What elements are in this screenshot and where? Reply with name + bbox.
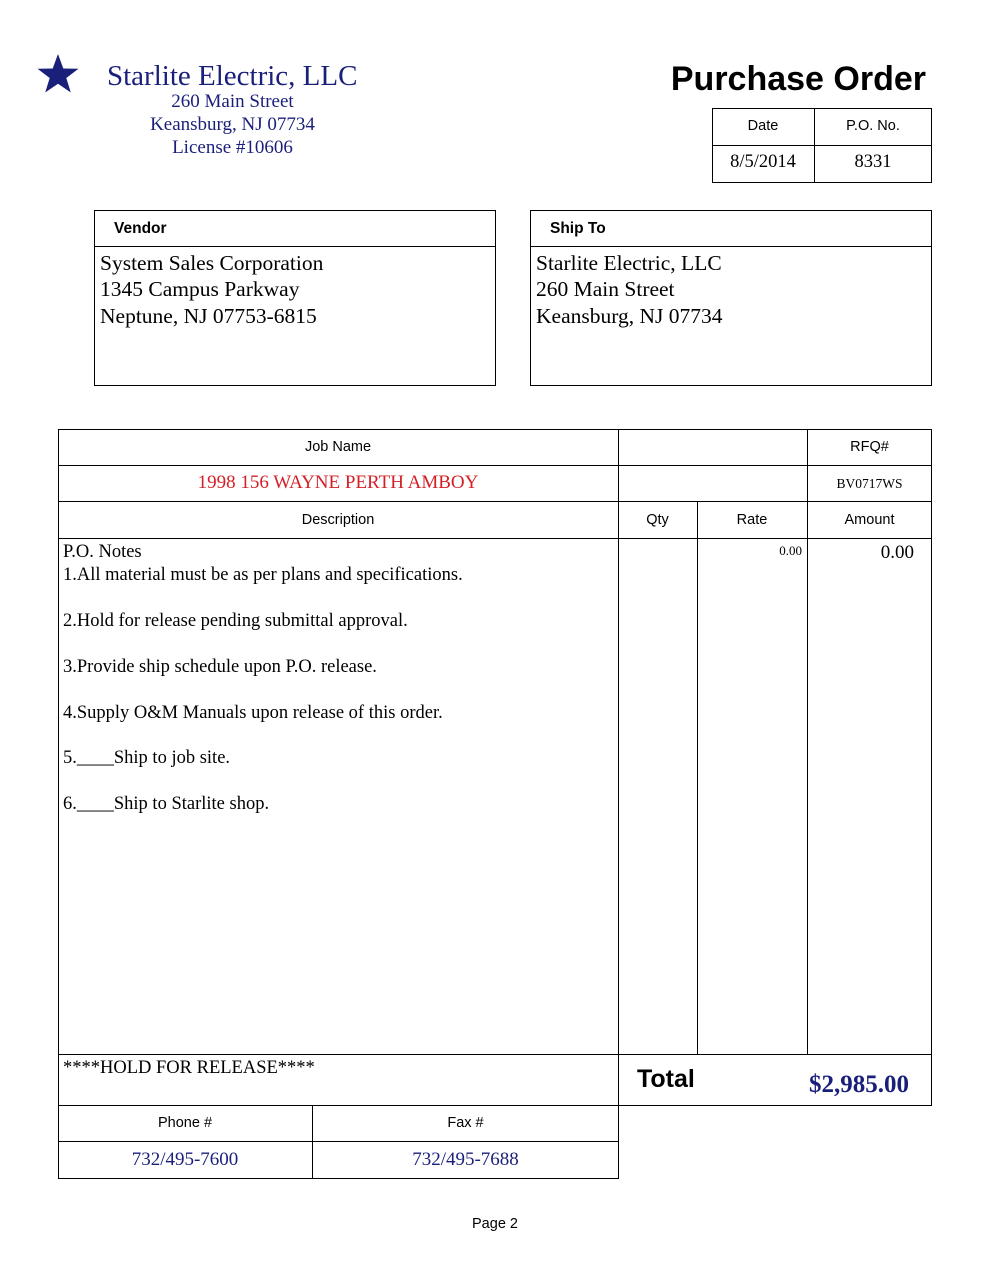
amount-value: 0.00 — [880, 542, 914, 563]
star-icon — [36, 52, 80, 94]
vendor-line: System Sales Corporation — [100, 251, 324, 275]
po-number-label: P.O. No. — [846, 118, 900, 134]
note-line: 6.____Ship to Starlite shop. — [63, 794, 270, 814]
page-number: Page 2 — [472, 1216, 518, 1232]
vendor-line: 1345 Campus Parkway — [100, 277, 300, 301]
po-number-value: 8331 — [854, 152, 892, 172]
job-name-value: 1998 156 WAYNE PERTH AMBOY — [197, 472, 479, 493]
ship-to-line: Keansburg, NJ 07734 — [536, 304, 723, 328]
rfq-label: RFQ# — [850, 439, 889, 455]
note-line: 1.All material must be as per plans and specifications. — [63, 565, 463, 585]
total-label: Total — [637, 1065, 695, 1093]
phone-value: 732/495-7600 — [131, 1149, 239, 1170]
rfq-value: BV0717WS — [836, 476, 903, 491]
date-label: Date — [747, 118, 779, 134]
amount-header: Amount — [844, 512, 895, 528]
ship-to-label: Ship To — [550, 220, 606, 237]
note-line: 3.Provide ship schedule upon P.O. release. — [63, 657, 377, 677]
ship-to-line: Starlite Electric, LLC — [536, 251, 722, 275]
company-license: License #10606 — [172, 137, 293, 158]
note-line: 4.Supply O&M Manuals upon release of this order. — [63, 703, 443, 723]
date-value: 8/5/2014 — [730, 152, 796, 172]
notes-title: P.O. Notes — [63, 542, 142, 562]
hold-notice: ****HOLD FOR RELEASE**** — [63, 1058, 315, 1078]
job-name-label: Job Name — [304, 439, 372, 455]
phone-label: Phone # — [157, 1115, 213, 1131]
qty-header: Qty — [646, 512, 669, 528]
rate-value: 0.00 — [779, 543, 802, 558]
vendor-label: Vendor — [114, 220, 167, 237]
page-title: Purchase Order — [670, 60, 926, 98]
note-line: 2.Hold for release pending submittal approval. — [63, 611, 408, 631]
company-name: Starlite Electric, LLC — [107, 60, 358, 92]
fax-label: Fax # — [447, 1115, 484, 1131]
fax-value: 732/495-7688 — [412, 1149, 519, 1170]
description-header: Description — [301, 512, 375, 528]
ship-to-line: 260 Main Street — [536, 277, 675, 301]
total-value: $2,985.00 — [809, 1071, 909, 1098]
note-line: 5.____Ship to job site. — [63, 748, 231, 768]
company-city: Keansburg, NJ 07734 — [150, 114, 315, 135]
rate-header: Rate — [736, 512, 768, 528]
company-street: 260 Main Street — [171, 91, 294, 112]
vendor-line: Neptune, NJ 07753-6815 — [100, 304, 317, 328]
